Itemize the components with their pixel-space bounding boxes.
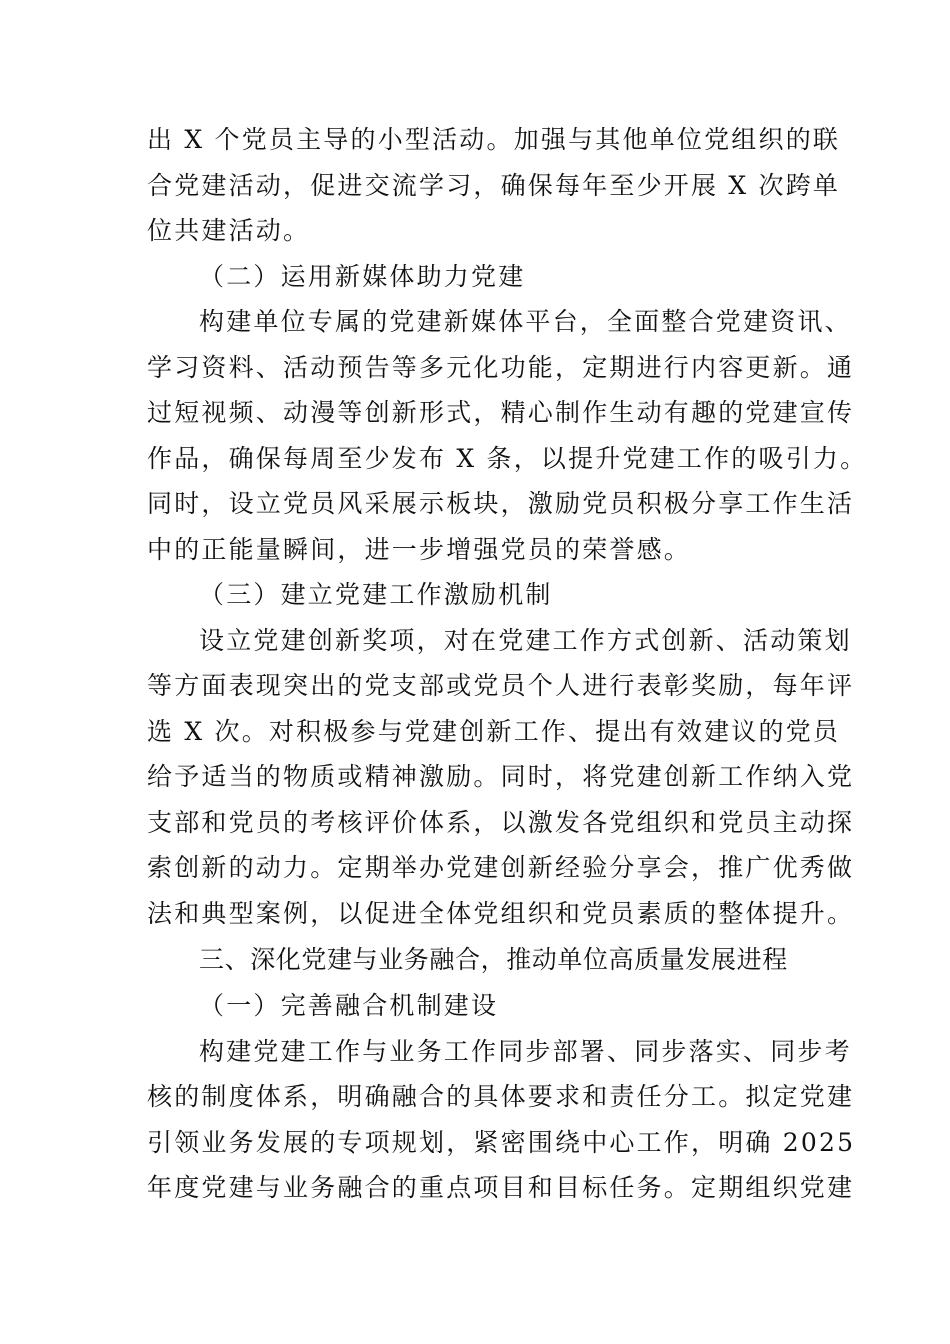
- paragraph-line: 同时，设立党员风采展示板块，激励党员积极分享工作生活: [147, 489, 855, 518]
- paragraph-line: 构建单位专属的党建新媒体平台，全面整合党建资讯、: [199, 307, 852, 336]
- paragraph-line: 过短视频、动漫等创新形式，精心制作生动有趣的党建宣传: [147, 398, 855, 427]
- paragraph-line: 作品，确保每周至少发布 X 条，以提升党建工作的吸引力。: [147, 443, 868, 473]
- paragraph-line: 出 X 个党员主导的小型活动。加强与其他单位党组织的联: [147, 125, 841, 154]
- paragraph-line: 设立党建创新奖项，对在党建工作方式创新、活动策划: [199, 625, 852, 655]
- paragraph-line: 索创新的动力。定期举办党建创新经验分享会，推广优秀做: [147, 853, 855, 882]
- paragraph-line: 年度党建与业务融合的重点项目和目标任务。定期组织党建: [147, 1173, 855, 1202]
- paragraph-line: 引领业务发展的专项规划，紧密围绕中心工作，明确 2025: [147, 1127, 856, 1157]
- subheading-new-media: （二）运用新媒体助力党建: [199, 261, 526, 291]
- paragraph-line: 位共建活动。: [147, 216, 311, 245]
- subheading-incentive-mechanism: （三）建立党建工作激励机制: [199, 580, 553, 609]
- paragraph-line: 核的制度体系，明确融合的具体要求和责任分工。拟定党建: [147, 1082, 855, 1111]
- paragraph-line: 等方面表现突出的党支部或党员个人进行表彰奖励，每年评: [147, 671, 855, 700]
- paragraph-line: 中的正能量瞬间，进一步增强党员的荣誉感。: [147, 534, 692, 564]
- paragraph-line: 法和典型案例，以促进全体党组织和党员素质的整体提升。: [147, 898, 855, 928]
- paragraph-line: 学习资料、活动预告等多元化功能，定期进行内容更新。通: [147, 352, 855, 382]
- paragraph-line: 支部和党员的考核评价体系，以激发各党组织和党员主动探: [147, 807, 855, 837]
- document-body: [147, 117, 868, 1211]
- paragraph-line: 合党建活动，促进交流学习，确保每年至少开展 X 次跨单: [147, 170, 841, 200]
- subheading-integration-mechanism: （一）完善融合机制建设: [199, 991, 499, 1020]
- paragraph-line: 选 X 次。对积极参与党建创新工作、提出有效建议的党员: [147, 716, 841, 746]
- paragraph-line: 给予适当的物质或精神激励。同时，将党建创新工作纳入党: [147, 762, 855, 791]
- paragraph-line: 构建党建工作与业务工作同步部署、同步落实、同步考: [199, 1036, 852, 1066]
- section-heading: 三、深化党建与业务融合，推动单位高质量发展进程: [199, 945, 788, 974]
